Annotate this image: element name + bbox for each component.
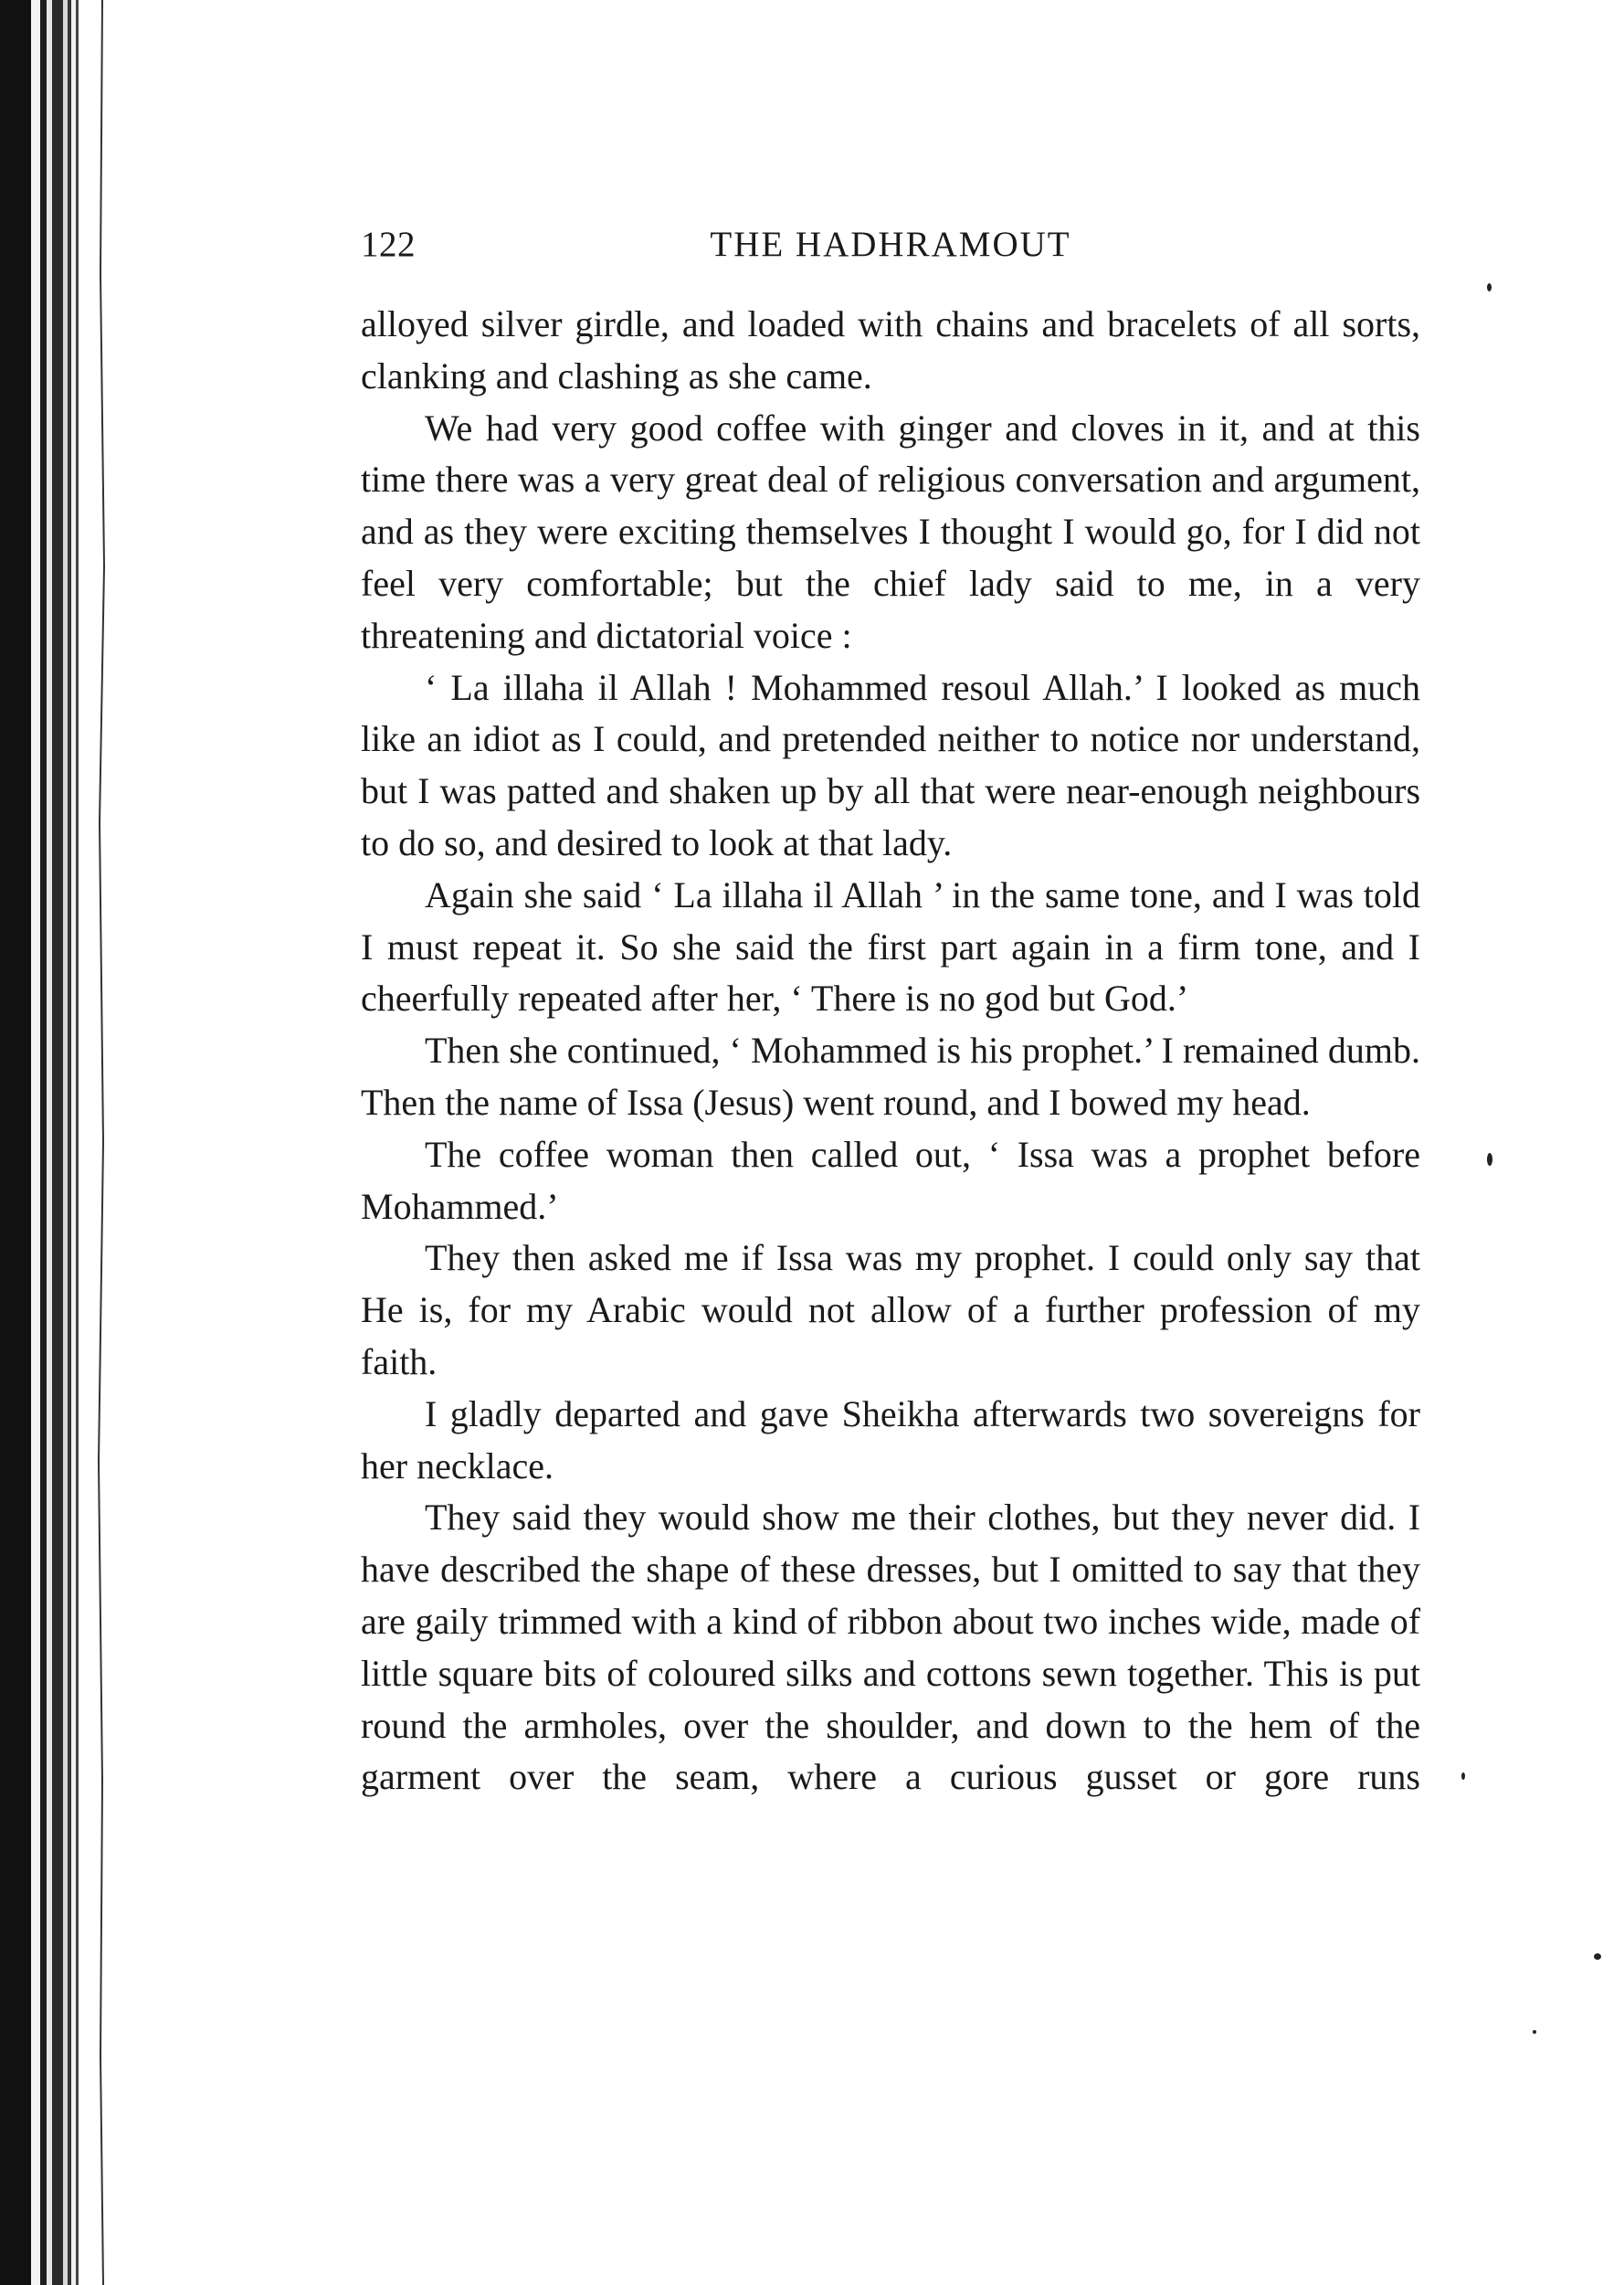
text-line: Then she continued, ‘ Mohammed is his prophet.’ I <box>425 1030 1174 1072</box>
text-line: never did. I have described the shape of these dresses, but <box>361 1497 1421 1591</box>
text-line: before Mohammed.’ <box>361 1133 1421 1227</box>
text-line: They then asked me if Issa was my prophet. I could <box>425 1237 1214 1279</box>
text-line: as much like an idiot as I could, and pretended neither to <box>361 666 1421 760</box>
text-line: ‘ There is no god but God.’ <box>790 978 1189 1020</box>
text-line: We had very good coffee with ginger and cloves in it, <box>425 407 1250 449</box>
text-line: all that were near-enough neighbours to do so, and desired <box>361 770 1421 863</box>
paragraph <box>361 1492 1420 1804</box>
binding-edge <box>0 0 114 2285</box>
paragraph <box>361 1232 1420 1388</box>
text-line: remained dumb. Then the name of Issa (Jesus) went round, <box>361 1030 1421 1123</box>
text-line: ribbon about two inches wide, made of little square bits of <box>361 1600 1421 1694</box>
text-line: I gladly departed and gave Sheikha afterwards two <box>425 1392 1196 1434</box>
running-title: THE HADHRAMOUT <box>710 225 1071 264</box>
text-line: all sorts, clanking and clashing as she came. <box>361 303 1421 397</box>
paragraph <box>361 1025 1420 1129</box>
text-line: alloyed silver girdle, and loaded with chains and bracelets of <box>361 303 1281 344</box>
text-line: and I was told I must repeat it. So she said the first part <box>361 873 1421 968</box>
text-line: comfortable; but the chief lady said to me, in a very <box>526 562 1421 604</box>
scan-speck <box>1533 2030 1536 2034</box>
running-head <box>361 224 1420 279</box>
text-line: threatening and dictatorial voice : <box>361 614 852 656</box>
paragraph <box>361 1389 1420 1493</box>
text-line: and at this time there was a very great deal of religious <box>361 407 1420 501</box>
scan-speck <box>1487 283 1492 291</box>
text-line: I omitted to say that they are gaily trimmed with a kind of <box>361 1549 1421 1642</box>
scan-speck <box>1594 1953 1601 1960</box>
paragraph <box>361 662 1420 870</box>
text-line: sovereigns for her necklace. <box>361 1392 1420 1486</box>
text-line: ‘ La illaha il Allah ! Mohammed resoul Allah.’ I looked <box>425 666 1281 708</box>
scan-speck <box>1487 1153 1492 1166</box>
text-line: The coffee woman then called out, ‘ Issa was a prophet <box>425 1133 1311 1175</box>
page-number: 122 <box>361 225 416 264</box>
paragraph <box>361 870 1420 1025</box>
text-line: garment over the seam, where a curious gusset or gore runs <box>361 1756 1420 1798</box>
text-line: notice nor understand, but I was patted and shaken up by <box>361 718 1420 812</box>
text-line: only say that He is, for my Arabic would not allow of a <box>361 1237 1421 1331</box>
paragraph <box>361 403 1420 662</box>
scan-speck <box>1461 1772 1465 1780</box>
text-line: and I bowed my head. <box>986 1081 1311 1123</box>
text-line: themselves I thought I would go, for I did not feel very <box>361 511 1420 604</box>
text-line: again in a firm tone, and I cheerfully repeated after her, <box>361 926 1421 1020</box>
text-line: the armholes, over the shoulder, and down to the hem of the <box>462 1704 1420 1746</box>
paragraph <box>361 1129 1420 1233</box>
text-line: to look at that lady. <box>670 821 953 863</box>
paragraph <box>361 299 1420 403</box>
text-line: conversation and argument, and as they were exciting <box>361 459 1421 553</box>
text-line: They said they would show me their clothes, but they <box>425 1497 1235 1539</box>
text-line: Again she said ‘ La illaha il Allah ’ in the same tone, <box>425 873 1202 915</box>
body-text <box>361 299 1420 1804</box>
text-line: further profession of my faith. <box>361 1289 1421 1382</box>
book-page <box>361 224 1420 1804</box>
text-line: coloured silks and cottons sewn together. This is put round <box>361 1652 1421 1746</box>
